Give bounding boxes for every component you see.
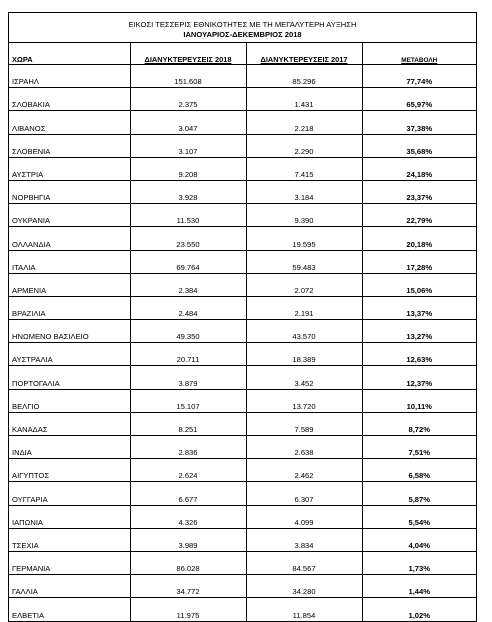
change-cell: 6,58% bbox=[362, 459, 476, 482]
table-row bbox=[9, 88, 476, 111]
value-2018-cell: 3.879 bbox=[130, 366, 246, 389]
country-cell: ΑΙΓΥΠΤΟΣ bbox=[9, 459, 130, 482]
country-cell: ΤΣΕΧΙΑ bbox=[9, 528, 130, 551]
country-cell: ΚΑΝΑΔΑΣ bbox=[9, 412, 130, 435]
country-cell: ΙΤΑΛΙΑ bbox=[9, 250, 130, 273]
overnight-stays-table bbox=[9, 43, 476, 622]
value-2018-cell: 15.107 bbox=[130, 389, 246, 412]
value-2018-cell: 9.208 bbox=[130, 157, 246, 180]
country-cell: ΑΥΣΤΡΑΛΙΑ bbox=[9, 343, 130, 366]
table-title bbox=[9, 13, 476, 43]
country-cell: ΒΡΑΖΙΛΙΑ bbox=[9, 296, 130, 319]
change-cell: 15,06% bbox=[362, 273, 476, 296]
table-row bbox=[9, 273, 476, 296]
value-2018-cell: 8.251 bbox=[130, 412, 246, 435]
value-2018-cell: 2.484 bbox=[130, 296, 246, 319]
change-cell: 5,87% bbox=[362, 482, 476, 505]
value-2018-cell: 49.350 bbox=[130, 320, 246, 343]
table-row bbox=[9, 412, 476, 435]
country-cell: ΓΑΛΛΙΑ bbox=[9, 575, 130, 598]
table-row bbox=[9, 134, 476, 157]
country-cell: ΣΛΟΒΕΝΙΑ bbox=[9, 134, 130, 157]
country-cell: ΝΟΡΒΗΓΙΑ bbox=[9, 180, 130, 203]
value-2017-cell: 6.307 bbox=[246, 482, 362, 505]
country-cell: ΒΕΛΓΙΟ bbox=[9, 389, 130, 412]
country-cell: ΙΑΠΩΝΙΑ bbox=[9, 505, 130, 528]
country-cell: ΑΡΜΕΝΙΑ bbox=[9, 273, 130, 296]
value-2017-cell: 9.390 bbox=[246, 204, 362, 227]
table-row bbox=[9, 366, 476, 389]
value-2018-cell: 34.772 bbox=[130, 575, 246, 598]
change-cell: 4,04% bbox=[362, 528, 476, 551]
value-2018-cell: 20.711 bbox=[130, 343, 246, 366]
value-2017-cell: 11.854 bbox=[246, 598, 362, 621]
country-cell: ΛΙΒΑΝΟΣ bbox=[9, 111, 130, 134]
table-row bbox=[9, 343, 476, 366]
change-cell: 8,72% bbox=[362, 412, 476, 435]
change-cell: 13,27% bbox=[362, 320, 476, 343]
table-row bbox=[9, 204, 476, 227]
table-row bbox=[9, 320, 476, 343]
value-2017-cell: 13.720 bbox=[246, 389, 362, 412]
change-cell: 12,37% bbox=[362, 366, 476, 389]
header-change: ΜΕΤΑΒΟΛΗ bbox=[362, 43, 476, 65]
value-2018-cell: 23.550 bbox=[130, 227, 246, 250]
value-2017-cell: 3.452 bbox=[246, 366, 362, 389]
change-cell: 35,68% bbox=[362, 134, 476, 157]
change-cell: 10,11% bbox=[362, 389, 476, 412]
value-2017-cell: 2.218 bbox=[246, 111, 362, 134]
country-cell: ΟΛΛΑΝΔΙΑ bbox=[9, 227, 130, 250]
value-2017-cell: 2.290 bbox=[246, 134, 362, 157]
value-2017-cell: 1.431 bbox=[246, 88, 362, 111]
change-cell: 1,73% bbox=[362, 551, 476, 574]
table-row bbox=[9, 227, 476, 250]
country-cell: ΙΣΡΑΗΛ bbox=[9, 65, 130, 88]
table-row bbox=[9, 180, 476, 203]
value-2017-cell: 7.589 bbox=[246, 412, 362, 435]
table-row bbox=[9, 598, 476, 621]
value-2018-cell: 3.928 bbox=[130, 180, 246, 203]
change-cell: 22,79% bbox=[362, 204, 476, 227]
change-cell: 23,37% bbox=[362, 180, 476, 203]
value-2018-cell: 151.608 bbox=[130, 65, 246, 88]
change-cell: 65,97% bbox=[362, 88, 476, 111]
value-2018-cell: 4.326 bbox=[130, 505, 246, 528]
change-cell: 1,02% bbox=[362, 598, 476, 621]
country-cell: ΓΕΡΜΑΝΙΑ bbox=[9, 551, 130, 574]
value-2017-cell: 18.389 bbox=[246, 343, 362, 366]
value-2017-cell: 34.280 bbox=[246, 575, 362, 598]
table-row bbox=[9, 482, 476, 505]
table-row bbox=[9, 551, 476, 574]
country-cell: ΑΥΣΤΡΙΑ bbox=[9, 157, 130, 180]
change-cell: 37,38% bbox=[362, 111, 476, 134]
value-2018-cell: 86.028 bbox=[130, 551, 246, 574]
table-row bbox=[9, 250, 476, 273]
change-cell: 13,37% bbox=[362, 296, 476, 319]
value-2017-cell: 3.184 bbox=[246, 180, 362, 203]
change-cell: 20,18% bbox=[362, 227, 476, 250]
change-cell: 12,63% bbox=[362, 343, 476, 366]
value-2018-cell: 3.107 bbox=[130, 134, 246, 157]
value-2018-cell: 2.375 bbox=[130, 88, 246, 111]
value-2018-cell: 2.384 bbox=[130, 273, 246, 296]
value-2017-cell: 2.191 bbox=[246, 296, 362, 319]
value-2018-cell: 11.530 bbox=[130, 204, 246, 227]
value-2017-cell: 59.483 bbox=[246, 250, 362, 273]
value-2017-cell: 84.567 bbox=[246, 551, 362, 574]
value-2017-cell: 7.415 bbox=[246, 157, 362, 180]
value-2018-cell: 2.836 bbox=[130, 436, 246, 459]
country-cell: ΕΛΒΕΤΙΑ bbox=[9, 598, 130, 621]
table-row bbox=[9, 505, 476, 528]
country-cell: ΗΝΩΜΕΝΟ ΒΑΣΙΛΕΙΟ bbox=[9, 320, 130, 343]
value-2017-cell: 2.462 bbox=[246, 459, 362, 482]
value-2018-cell: 2.624 bbox=[130, 459, 246, 482]
table-row bbox=[9, 459, 476, 482]
table-row bbox=[9, 528, 476, 551]
title-line-2: ΙΑΝΟΥΑΡΙΟΣ-ΔΕΚΕΜΒΡΙΟΣ 2018 bbox=[183, 30, 302, 39]
country-cell: ΙΝΔΙΑ bbox=[9, 436, 130, 459]
change-cell: 7,51% bbox=[362, 436, 476, 459]
change-cell: 24,18% bbox=[362, 157, 476, 180]
value-2018-cell: 3.989 bbox=[130, 528, 246, 551]
value-2018-cell: 11.975 bbox=[130, 598, 246, 621]
change-cell: 5,54% bbox=[362, 505, 476, 528]
country-cell: ΟΥΚΡΑΝΙΑ bbox=[9, 204, 130, 227]
title-line-1: ΕΙΚΟΣΙ ΤΕΣΣΕΡΙΣ ΕΘΝΙΚΟΤΗΤΕΣ ΜΕ ΤΗ ΜΕΓΑΛΥΤΕΡΗ ΑΥΞΗΣΗ bbox=[128, 20, 357, 29]
table-row bbox=[9, 436, 476, 459]
value-2017-cell: 85.296 bbox=[246, 65, 362, 88]
value-2018-cell: 3.047 bbox=[130, 111, 246, 134]
change-cell: 77,74% bbox=[362, 65, 476, 88]
value-2017-cell: 2.072 bbox=[246, 273, 362, 296]
country-cell: ΟΥΓΓΑΡΙΑ bbox=[9, 482, 130, 505]
header-country: ΧΩΡΑ bbox=[9, 43, 130, 65]
value-2017-cell: 19.595 bbox=[246, 227, 362, 250]
value-2018-cell: 69.764 bbox=[130, 250, 246, 273]
change-cell: 1,44% bbox=[362, 575, 476, 598]
value-2018-cell: 6.677 bbox=[130, 482, 246, 505]
statistics-sheet bbox=[8, 12, 477, 622]
table-row bbox=[9, 575, 476, 598]
table-body bbox=[9, 65, 476, 622]
header-2017: ΔΙΑΝΥΚΤΕΡΕΥΣΕΙΣ 2017 bbox=[246, 43, 362, 65]
header-2018: ΔΙΑΝΥΚΤΕΡΕΥΣΕΙΣ 2018 bbox=[130, 43, 246, 65]
value-2017-cell: 4.099 bbox=[246, 505, 362, 528]
value-2017-cell: 3.834 bbox=[246, 528, 362, 551]
country-cell: ΠΟΡΤΟΓΑΛΙΑ bbox=[9, 366, 130, 389]
country-cell: ΣΛΟΒΑΚΙΑ bbox=[9, 88, 130, 111]
table-row bbox=[9, 296, 476, 319]
value-2017-cell: 2.638 bbox=[246, 436, 362, 459]
table-row bbox=[9, 389, 476, 412]
table-row bbox=[9, 111, 476, 134]
header-row bbox=[9, 43, 476, 65]
change-cell: 17,28% bbox=[362, 250, 476, 273]
value-2017-cell: 43.570 bbox=[246, 320, 362, 343]
table-row bbox=[9, 157, 476, 180]
table-row bbox=[9, 65, 476, 88]
